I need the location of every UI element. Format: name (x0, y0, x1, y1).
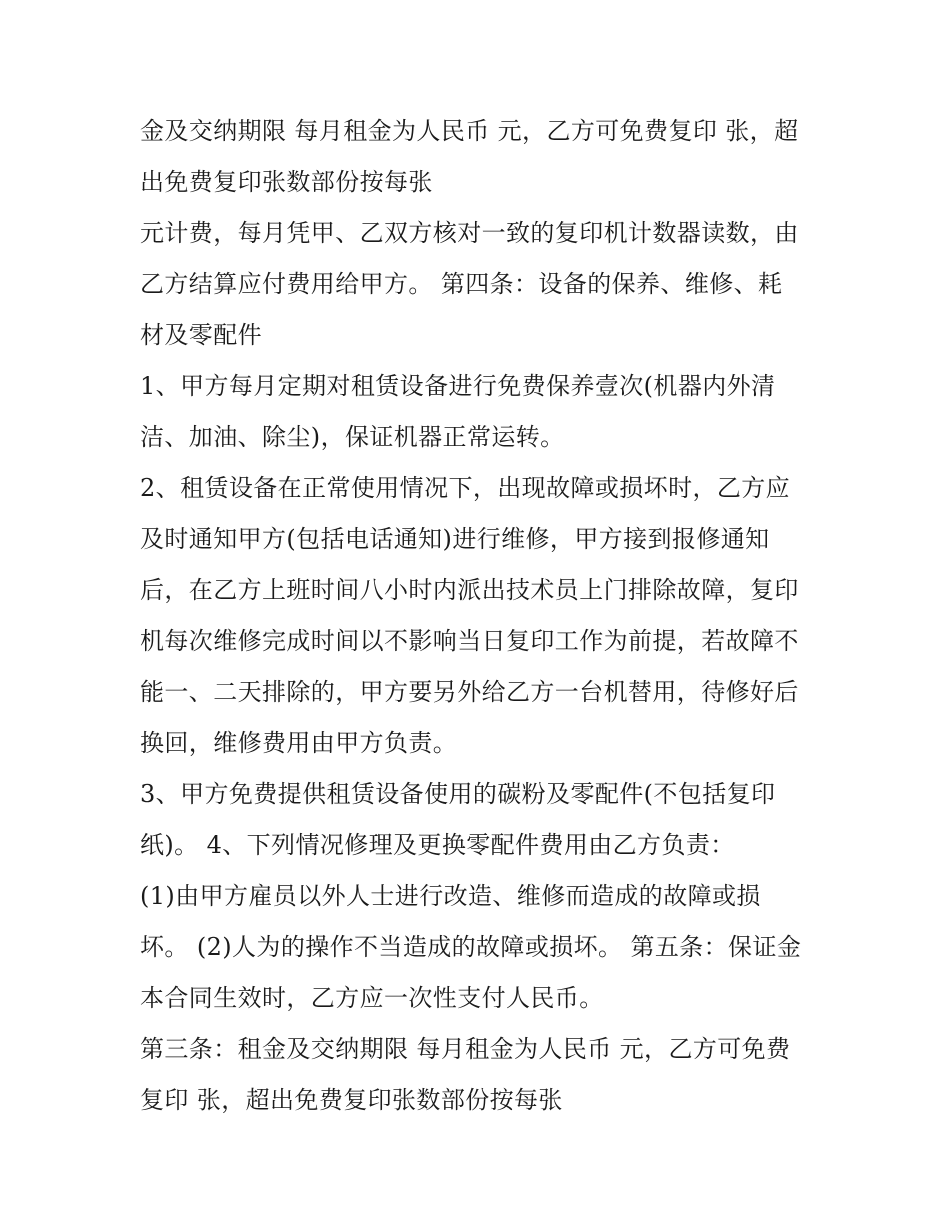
text-line: 出免费复印张数部份按每张 (140, 168, 433, 196)
text-line: 及时通知甲方(包括电话通知)进行维修，甲方接到报修通知 (140, 525, 770, 553)
text-line: 本合同生效时，乙方应一次性支付人民币。 (140, 984, 604, 1012)
text-line: 元计费，每月凭甲、乙双方核对一致的复印机计数器读数，由 (140, 219, 799, 247)
text-line: 2、租赁设备在正常使用情况下，出现故障或损坏时，乙方应 (140, 474, 791, 502)
text-line: 后，在乙方上班时间八小时内派出技术员上门排除故障，复印 (140, 576, 799, 604)
text-line: 第三条：租金及交纳期限 每月租金为人民币 元，乙方可免费 (140, 1035, 791, 1063)
text-line: 换回，维修费用由甲方负责。 (140, 729, 458, 757)
text-line: 坏。 (2)人为的操作不当造成的故障或损坏。 第五条：保证金 (140, 933, 802, 961)
text-line: 复印 张，超出免费复印张数部份按每张 (140, 1086, 563, 1114)
text-line: (1)由甲方雇员以外人士进行改造、维修而造成的故障或损 (140, 882, 761, 910)
text-line: 1、甲方每月定期对租赁设备进行免费保养壹次(机器内外清 (140, 372, 776, 400)
text-line: 洁、加油、除尘)，保证机器正常运转。 (140, 423, 565, 451)
text-line: 3、甲方免费提供租赁设备使用的碳粉及零配件(不包括复印 (140, 780, 776, 808)
text-line: 能一、二天排除的，甲方要另外给乙方一台机替用，待修好后 (140, 678, 799, 706)
text-line: 纸)。 4、下列情况修理及更换零配件费用由乙方负责： (140, 831, 735, 859)
text-line: 金及交纳期限 每月租金为人民币 元，乙方可免费复印 张，超 (140, 117, 799, 145)
text-line: 机每次维修完成时间以不影响当日复印工作为前提，若故障不 (140, 627, 799, 655)
text-line: 材及零配件 (140, 321, 262, 349)
document-body (140, 106, 820, 1126)
text-line: 乙方结算应付费用给甲方。 第四条：设备的保养、维修、耗 (140, 270, 783, 298)
